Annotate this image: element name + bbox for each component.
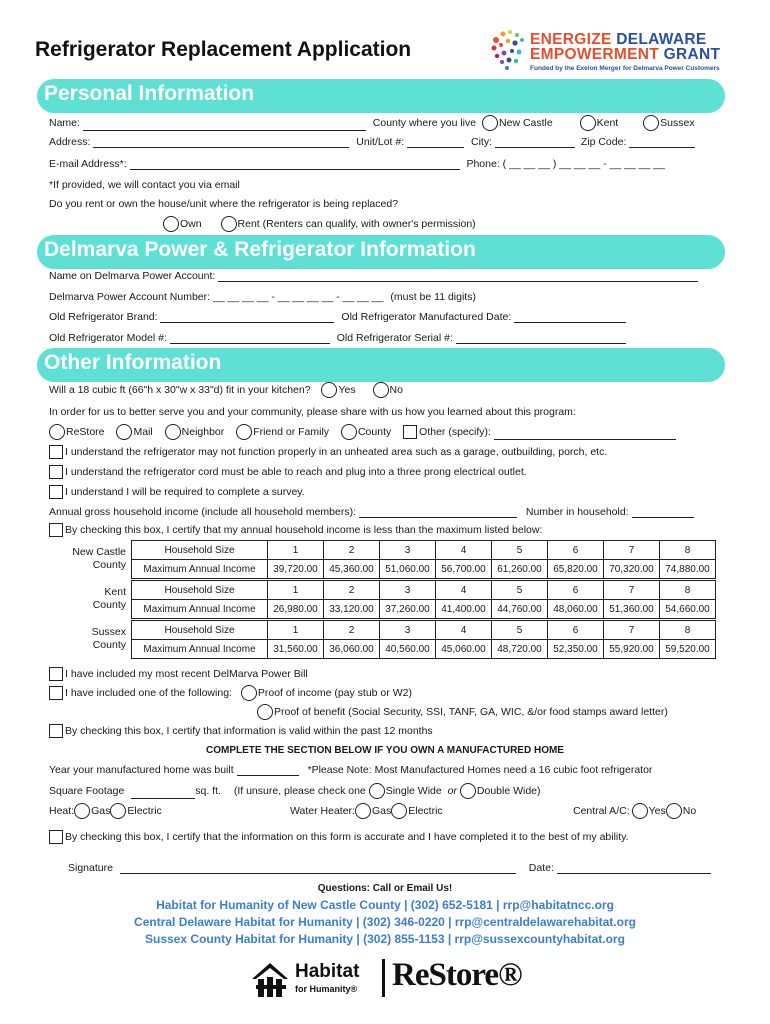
model-label: Old Refrigerator Model #:	[49, 332, 167, 344]
ack1-label: I understand the refrigerator may not function properly in an unheated area such as a garage, outbuilding, porch, etc.	[65, 445, 608, 458]
source-neighbor-label: Neighbor	[181, 425, 225, 438]
certify-final-row	[49, 830, 629, 844]
ack1-checkbox[interactable]	[49, 445, 63, 459]
size-cell: 3	[380, 621, 436, 640]
size-cell: 7	[604, 581, 660, 600]
size-cell: 8	[660, 621, 716, 640]
income-cell: 40,560.00	[380, 640, 436, 659]
contact-sussex[interactable]: Sussex County Habitat for Humanity | (302) 855-1153 | rrp@sussexcountyhabitat.org	[145, 932, 625, 946]
logo-empowerment: EMPOWERMENT	[530, 46, 660, 63]
questions-heading: Questions: Call or Email Us!	[317, 883, 453, 894]
household-label: Number in household:	[525, 506, 629, 518]
county-label: County where you live	[372, 116, 477, 129]
city-field[interactable]	[495, 137, 575, 148]
source-mail-radio[interactable]	[116, 424, 132, 440]
double-wide-radio[interactable]	[460, 783, 476, 799]
source-restore-radio[interactable]	[49, 424, 65, 440]
water-gas-radio[interactable]	[355, 803, 371, 819]
certify-final-label: By checking this box, I certify that the information on this form is accurate and I have completed it to the best of my ability.	[65, 830, 629, 843]
account-number-note: (must be 11 digits)	[390, 291, 476, 303]
sqft-label: Square Footage	[49, 784, 125, 797]
ac-label: Central A/C:	[573, 804, 630, 817]
water-electric-radio[interactable]	[391, 803, 407, 819]
household-field[interactable]	[632, 507, 694, 518]
brand-row	[49, 311, 626, 323]
brand-label: Old Refrigerator Brand:	[49, 311, 158, 323]
income-field[interactable]	[359, 507, 517, 518]
manufactured-heading: COMPLETE THE SECTION BELOW IF YOU OWN A MANUFACTURED HOME	[206, 745, 564, 756]
income-cell: 26,980.00	[268, 600, 324, 619]
income-cell: 45,360.00	[324, 560, 380, 579]
county-suffix: County	[92, 639, 126, 651]
account-number-row	[49, 291, 476, 303]
income-cell: 61,260.00	[492, 560, 548, 579]
size-cell: 8	[660, 541, 716, 560]
size-cell: 7	[604, 541, 660, 560]
income-cell: 55,920.00	[604, 640, 660, 659]
water-heater-row	[290, 803, 443, 819]
date-label: Date:	[528, 862, 554, 874]
county-name: Sussex	[91, 626, 126, 638]
rent-label: Rent (Renters can qualify, with owner's permission)	[237, 217, 476, 230]
county-new-castle-label: New Castle	[499, 116, 553, 129]
signature-row	[68, 862, 711, 874]
size-cell: 6	[548, 541, 604, 560]
proof-income-radio[interactable]	[241, 685, 257, 701]
certify-info-checkbox[interactable]	[49, 724, 63, 738]
logo-grant: GRANT	[663, 46, 721, 63]
income-cell: 70,320.00	[604, 560, 660, 579]
county-suffix: County	[92, 599, 126, 611]
source-row	[49, 424, 676, 440]
account-name-row	[49, 270, 698, 282]
address-row	[49, 136, 695, 148]
heat-electric-radio[interactable]	[110, 803, 126, 819]
income-row	[49, 506, 694, 518]
size-cell: 8	[660, 581, 716, 600]
ack2-checkbox[interactable]	[49, 465, 63, 479]
section-header-other: Other Information	[37, 348, 725, 382]
source-friend-radio[interactable]	[236, 424, 252, 440]
max-income-header: Maximum Annual Income	[132, 640, 268, 659]
county-name: New Castle	[72, 546, 126, 558]
energize-delaware-logo	[488, 26, 738, 78]
ack3-row	[49, 485, 305, 499]
rent-own-options	[163, 216, 476, 232]
heat-electric-label: Electric	[127, 804, 162, 817]
proof-benefit-row	[257, 704, 668, 720]
size-cell: 1	[268, 621, 324, 640]
for-humanity-wordmark: for Humanity®	[295, 984, 358, 994]
rent-radio[interactable]	[221, 216, 237, 232]
section-header-delmarva: Delmarva Power & Refrigerator Information	[37, 235, 725, 269]
account-name-label: Name on Delmarva Power Account:	[49, 270, 216, 282]
proof-benefit-label: Proof of benefit (Social Security, SSI, TANF, GA, WIC, &/or food stamps award letter)	[274, 705, 668, 718]
heat-gas-label: Gas	[91, 804, 111, 817]
sqft-field[interactable]	[131, 788, 195, 799]
contact-central-delaware[interactable]: Central Delaware Habitat for Humanity | (302) 346-0220 | rrp@centraldelawarehabitat.org	[134, 915, 636, 929]
income-cell: 33,120.00	[324, 600, 380, 619]
heat-label: Heat:	[49, 804, 75, 817]
included-checkbox[interactable]	[49, 686, 63, 700]
email-label: E-mail Address*:	[49, 158, 127, 170]
size-cell: 2	[324, 581, 380, 600]
heat-row	[49, 803, 162, 819]
fit-yes-label: Yes	[338, 383, 356, 396]
water-gas-label: Gas	[371, 804, 392, 817]
ac-no-label: No	[682, 804, 697, 817]
email-field[interactable]	[130, 159, 460, 170]
page-title: Refrigerator Replacement Application	[35, 38, 412, 61]
email-note: *If provided, we will contact you via email	[49, 179, 240, 191]
size-cell: 6	[548, 581, 604, 600]
ack3-label: I understand I will be required to complete a survey.	[65, 485, 305, 498]
size-cell: 3	[380, 541, 436, 560]
income-cell: 56,700.00	[436, 560, 492, 579]
county-suffix: County	[92, 559, 126, 571]
account-number-field[interactable]: Delmarva Power Account Number: __ __ __ __ - __ __ __ __ - __ __ __	[49, 291, 384, 303]
county-new-castle-radio[interactable]	[482, 115, 498, 131]
household-size-header: Household Size	[132, 541, 268, 560]
name-row	[49, 115, 695, 131]
zip-field[interactable]	[629, 137, 695, 148]
section-header-personal: Personal Information	[37, 79, 725, 113]
income-cell: 74,880.00	[660, 560, 716, 579]
income-cell: 48,060.00	[548, 600, 604, 619]
water-heater-label: Water Heater:	[290, 804, 355, 817]
ac-no-radio[interactable]	[666, 803, 682, 819]
mfg-date-field[interactable]	[514, 312, 626, 323]
habitat-restore-logo	[250, 955, 540, 1005]
source-other-checkbox[interactable]	[403, 425, 417, 439]
single-wide-label: Single Wide	[385, 784, 442, 797]
certify-income-row	[49, 523, 542, 537]
source-other-label: Other (specify):	[419, 425, 491, 438]
city-label: City:	[471, 136, 492, 148]
household-size-header: Household Size	[132, 581, 268, 600]
fit-no-radio[interactable]	[373, 382, 389, 398]
signature-field[interactable]	[120, 863, 516, 874]
bill-label: I have included my most recent DelMarva Power Bill	[65, 667, 308, 680]
sqft-unit: sq. ft.	[195, 784, 221, 797]
income-cell: 52,350.00	[548, 640, 604, 659]
size-cell: 2	[324, 541, 380, 560]
ack3-checkbox[interactable]	[49, 485, 63, 499]
serial-field[interactable]	[456, 333, 626, 344]
model-row	[49, 332, 626, 344]
income-cell: 59,520.00	[660, 640, 716, 659]
size-cell: 5	[492, 541, 548, 560]
proof-income-label: Proof of income (pay stub or W2)	[257, 686, 412, 699]
double-wide-label: Double Wide)	[476, 784, 541, 797]
income-cell: 44,760.00	[492, 600, 548, 619]
fit-no-label: No	[389, 383, 403, 396]
county-sussex-radio[interactable]	[643, 115, 659, 131]
source-other-field[interactable]	[494, 429, 676, 440]
fit-yes-radio[interactable]	[321, 382, 337, 398]
income-cell: 51,060.00	[380, 560, 436, 579]
source-restore-label: ReStore	[66, 425, 105, 438]
unit-field[interactable]	[407, 137, 464, 148]
income-cell: 37,260.00	[380, 600, 436, 619]
sqft-row	[49, 783, 541, 799]
own-radio[interactable]	[163, 216, 179, 232]
max-income-header: Maximum Annual Income	[132, 600, 268, 619]
size-cell: 3	[380, 581, 436, 600]
size-cell: 4	[436, 541, 492, 560]
size-cell: 1	[268, 541, 324, 560]
kent-county-label	[62, 586, 126, 612]
ac-row	[573, 803, 696, 819]
income-cell: 65,820.00	[548, 560, 604, 579]
learn-question: In order for us to better serve you and your community, please share with us how you learned about this program:	[49, 406, 576, 418]
unit-label: Unit/Lot #:	[356, 136, 405, 148]
certify-final-checkbox[interactable]	[49, 830, 63, 844]
included-row	[49, 685, 412, 701]
mfg-date-label: Old Refrigerator Manufactured Date:	[341, 311, 512, 323]
county-sussex-label: Sussex	[660, 116, 695, 129]
county-kent-label: Kent	[596, 116, 619, 129]
year-built-field[interactable]	[237, 765, 299, 776]
size-cell: 7	[604, 621, 660, 640]
date-field[interactable]	[557, 863, 711, 874]
source-county-radio[interactable]	[341, 424, 357, 440]
source-friend-label: Friend or Family	[253, 425, 330, 438]
fit-question: Will a 18 cubic ft (66"h x 30"w x 33"d) fit in your kitchen?	[49, 383, 311, 396]
source-neighbor-radio[interactable]	[165, 424, 181, 440]
name-label: Name:	[49, 116, 80, 129]
ack1-row	[49, 445, 607, 459]
logo-tagline: Funded by the Exelon Merger for Delmarva Power Customers	[530, 65, 720, 72]
habitat-wordmark: Habitat	[295, 961, 360, 982]
address-label: Address:	[49, 136, 91, 148]
income-cell: 54,660.00	[660, 600, 716, 619]
household-size-header: Household Size	[132, 621, 268, 640]
heat-gas-radio[interactable]	[74, 803, 90, 819]
certify-info-label: By checking this box, I certify that information is valid within the past 12 months	[65, 724, 433, 737]
unsure-label: (If unsure, please check one	[233, 784, 366, 797]
address-field[interactable]	[93, 137, 349, 148]
source-county-label: County	[357, 425, 392, 438]
income-cell: 48,720.00	[492, 640, 548, 659]
email-row	[49, 158, 665, 170]
income-cell: 51,360.00	[604, 600, 660, 619]
brand-field[interactable]	[160, 312, 334, 323]
logo-energize: ENERGIZE	[530, 31, 612, 48]
income-label: Annual gross household income (include all household members):	[49, 506, 357, 518]
size-cell: 4	[436, 581, 492, 600]
sussex-county-label	[62, 626, 126, 652]
certify-income-label: By checking this box, I certify that my annual household income is less than the maximum listed below:	[65, 523, 543, 536]
dots-emblem-icon	[488, 26, 528, 76]
income-cell: 31,560.00	[268, 640, 324, 659]
logo-delaware: DELAWARE	[616, 31, 707, 48]
bill-checkbox[interactable]	[49, 667, 63, 681]
size-cell: 1	[268, 581, 324, 600]
rent-own-question: Do you rent or own the house/unit where the refrigerator is being replaced?	[49, 198, 399, 210]
manufactured-note: *Please Note: Most Manufactured Homes need a 16 cubic foot refrigerator	[307, 764, 653, 776]
ac-yes-radio[interactable]	[632, 803, 648, 819]
income-table-sussex	[131, 620, 716, 659]
logo-divider	[382, 959, 385, 997]
income-cell: 36,060.00	[324, 640, 380, 659]
county-kent-radio[interactable]	[580, 115, 596, 131]
ack2-row	[49, 465, 527, 479]
max-income-header: Maximum Annual Income	[132, 560, 268, 579]
year-built-label: Year your manufactured home was built	[49, 764, 234, 776]
income-cell: 45,060.00	[436, 640, 492, 659]
income-table-new-castle	[131, 540, 716, 579]
serial-label: Old Refrigerator Serial #:	[336, 332, 453, 344]
included-label: I have included one of the following:	[65, 686, 232, 699]
restore-wordmark: ReStore®	[392, 957, 522, 993]
size-cell: 4	[436, 621, 492, 640]
county-name: Kent	[104, 586, 126, 598]
proof-benefit-radio[interactable]	[257, 704, 273, 720]
income-cell: 41,400.00	[436, 600, 492, 619]
certify-income-checkbox[interactable]	[49, 523, 63, 537]
source-mail-label: Mail	[133, 425, 153, 438]
ac-yes-label: Yes	[648, 804, 666, 817]
size-cell: 5	[492, 581, 548, 600]
phone-field[interactable]: Phone: ( __ __ __ ) __ __ __ - __ __ __ __	[466, 158, 665, 170]
size-cell: 6	[548, 621, 604, 640]
own-label: Own	[180, 217, 202, 230]
income-table-kent	[131, 580, 716, 619]
ack2-label: I understand the refrigerator cord must be able to reach and plug into a three prong electrical outlet.	[65, 465, 527, 478]
signature-label: Signature	[68, 862, 113, 874]
certify-info-row	[49, 724, 433, 738]
contact-new-castle[interactable]: Habitat for Humanity of New Castle County | (302) 652-5181 | rrp@habitatncc.org	[156, 898, 614, 912]
single-wide-radio[interactable]	[369, 783, 385, 799]
size-cell: 2	[324, 621, 380, 640]
size-cell: 5	[492, 621, 548, 640]
water-electric-label: Electric	[408, 804, 443, 817]
bill-row	[49, 667, 308, 681]
zip-label: Zip Code:	[580, 136, 627, 148]
or-label: or	[447, 784, 457, 797]
new-castle-county-label	[62, 546, 126, 572]
model-field[interactable]	[170, 333, 330, 344]
income-cell: 39,720.00	[268, 560, 324, 579]
account-name-field[interactable]	[218, 271, 698, 282]
fit-row	[49, 382, 403, 398]
name-field[interactable]	[83, 120, 366, 131]
year-built-row	[49, 764, 652, 776]
